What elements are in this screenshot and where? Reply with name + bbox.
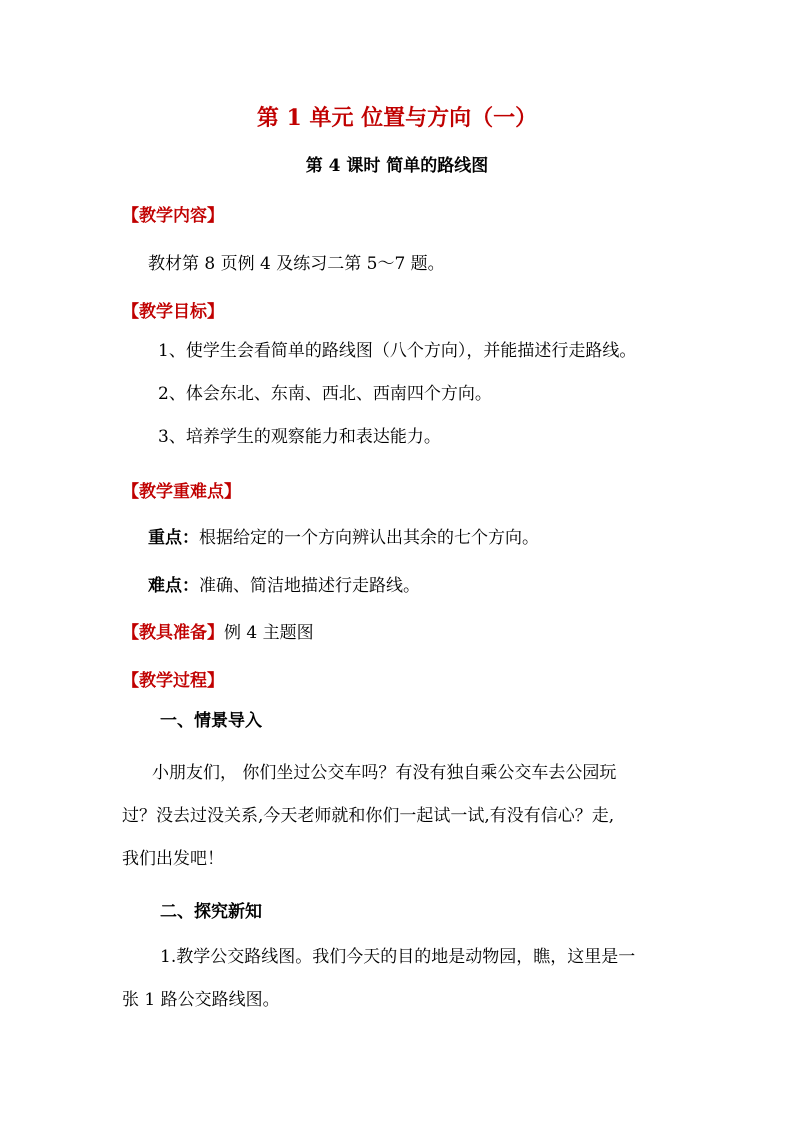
key-point-text: 根据给定的一个方向辨认出其余的七个方向。 <box>199 528 539 548</box>
step2-line-1: 1.教学公交路线图。我们今天的目的地是动物园，瞧，这里是一 <box>160 947 636 967</box>
content-heading: 【教学内容】 <box>122 206 224 226</box>
step2-line-2: 张 1 路公交路线图。 <box>122 990 280 1010</box>
tools-line <box>122 622 314 644</box>
goals-heading: 【教学目标】 <box>122 302 224 322</box>
difficulty-point-text: 准确、简洁地描述行走路线。 <box>199 576 420 596</box>
step1-line-1: 小朋友们， 你们坐过公交车吗？有没有独自乘公交车去公园玩 <box>152 763 617 783</box>
tools-text: 例 4 主题图 <box>224 623 314 643</box>
goal-item-2: 2、体会东北、东南、西北、西南四个方向。 <box>158 384 492 404</box>
key-heading: 【教学重难点】 <box>122 482 241 502</box>
page-title: 第 1 单元 位置与方向（一） <box>256 105 538 131</box>
content-text: 教材第 8 页例 4 及练习二第 5～7 题。 <box>148 254 445 274</box>
step1-line-3: 我们出发吧！ <box>122 849 224 869</box>
goal-item-1: 1、使学生会看简单的路线图（八个方向），并能描述行走路线。 <box>158 341 637 361</box>
process-heading: 【教学过程】 <box>122 671 224 691</box>
difficulty-point <box>148 575 420 597</box>
key-point-label: 重点： <box>148 528 199 548</box>
step2-heading: 二、探究新知 <box>160 902 262 922</box>
key-point <box>148 527 539 549</box>
difficulty-point-label: 难点： <box>148 576 199 596</box>
step1-line-2: 过？没去过没关系,今天老师就和你们一起试一试,有没有信心？走, <box>122 806 615 826</box>
tools-heading: 【教具准备】 <box>122 623 224 643</box>
step1-heading: 一、情景导入 <box>160 711 262 731</box>
lesson-subtitle: 第 4 课时 简单的路线图 <box>305 156 489 176</box>
goal-item-3: 3、培养学生的观察能力和表达能力。 <box>158 427 441 447</box>
